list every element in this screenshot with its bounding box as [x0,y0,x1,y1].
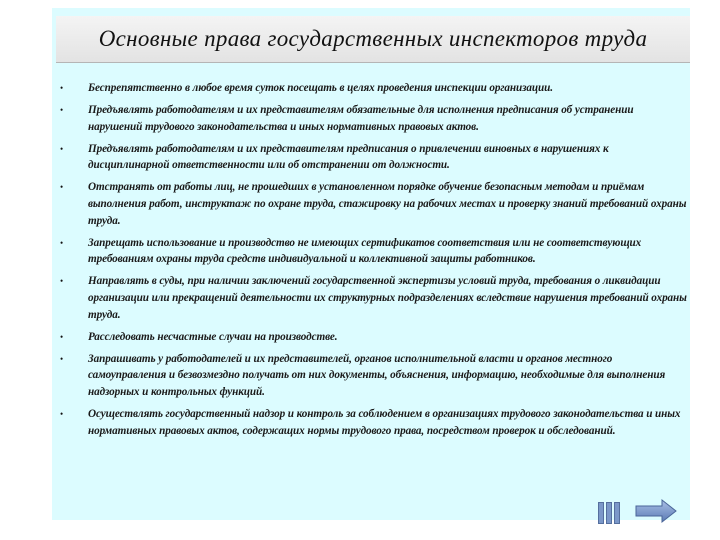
list-item [60,235,688,269]
bullet-list [60,80,688,445]
list-item [60,102,688,136]
bullet-icon: • [60,331,64,342]
bullet-icon: • [60,105,64,115]
list-item [60,351,688,401]
list-item-text: Осуществлять государственный надзор и контроль за соблюдением в организациях трудового законодательства и иных нормативных правовых актов, содержащих нормы трудового права, посредством проверок и обследований. [88,407,681,437]
nav-bar [614,502,620,524]
list-item-text: Предъявлять работодателям и их представителям предписания о привлечении виновных в нарушениях к дисциплинарной ответственности или об отстранении от должности. [88,142,609,172]
list-item-text: Направлять в суды, при наличии заключений государственной экспертизы условий труда, требования о ликвидации организации или прекращений деятельности их структурных подразделениях вследствие нарушения требований охраны труда. [88,275,687,321]
list-item [60,329,688,346]
list-item [60,273,688,323]
list-item [60,141,688,175]
list-item-text: Запрашивать у работодателей и их представителей, органов исполнительной власти и органов местного самоуправления и безвозмездно получать от них документы, объяснения, информацию, необходимые для выполнения надзорных и контрольных функций. [88,352,666,399]
nav-bar [606,502,612,524]
right-arrow-icon[interactable] [634,498,678,524]
list-item-text: Расследовать несчастные случаи на производстве. [88,330,338,343]
bullet-icon: • [60,353,64,364]
bullet-icon: • [60,276,64,287]
bullet-icon: • [60,143,64,154]
list-item [60,80,688,97]
bullet-icon: • [60,83,64,93]
vertical-bars-icon[interactable] [598,502,620,524]
bullet-icon: • [60,237,64,248]
list-item [60,179,688,229]
title-bar [56,16,690,63]
bullet-icon: • [60,408,64,419]
list-item-text: Отстранять от работы лиц, не прошедших в установленном порядке обучение безопасным методам и приёмам выполнения работ, инструктаж по охране труда, стажировку на рабочих местах и проверку знаний требований охраны труда. [88,181,687,227]
list-item-text: Запрещать использование и производство не имеющих сертификатов соответствия или не соответствующих требованиям охраны труда средств индивидуальной и коллективной защиты работников. [88,236,642,266]
list-item-text: Беспрепятственно в любое время суток посещать в целях проведения инспекции организации. [88,82,553,94]
bullet-icon: • [60,182,64,193]
list-item [60,406,688,440]
nav-bar [598,502,604,524]
slide-title: Основные права государственных инспекторов труда [98,26,648,51]
list-item-text: Предъявлять работодателям и их представителям обязательные для исполнения предписания об устранении нарушений трудового законодательства и иных нормативных правовых актов. [88,104,634,133]
